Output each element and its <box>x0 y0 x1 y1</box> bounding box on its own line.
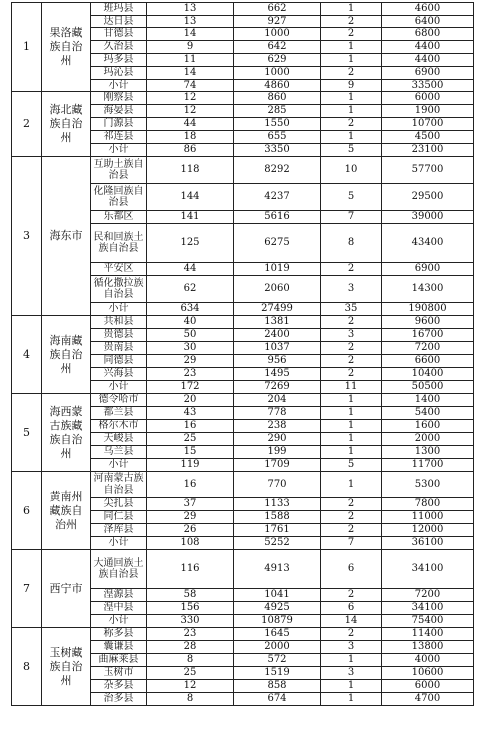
value-cell-a: 18 <box>147 131 234 144</box>
value-cell-c: 2 <box>321 511 382 524</box>
value-cell-a: 108 <box>147 537 234 550</box>
county-cell: 乌兰县 <box>91 446 147 459</box>
value-cell-c: 2 <box>321 524 382 537</box>
value-cell-a: 116 <box>147 550 234 589</box>
value-cell-a: 26 <box>147 524 234 537</box>
county-cell: 刚察县 <box>91 92 147 105</box>
value-cell-a: 118 <box>147 157 234 184</box>
value-cell-c: 1 <box>321 92 382 105</box>
value-cell-b: 5252 <box>234 537 321 550</box>
value-cell-b: 642 <box>234 41 321 54</box>
value-cell-c: 1 <box>321 407 382 420</box>
value-cell-a: 8 <box>147 693 234 706</box>
table-row <box>12 394 474 407</box>
county-cell: 民和回族土族自治县 <box>91 224 147 263</box>
value-cell-a: 12 <box>147 105 234 118</box>
value-cell-b: 3350 <box>234 144 321 157</box>
value-cell-d: 36100 <box>382 537 474 550</box>
county-cell: 达日县 <box>91 15 147 28</box>
value-cell-b: 2400 <box>234 329 321 342</box>
value-cell-b: 238 <box>234 420 321 433</box>
county-cell: 贵南县 <box>91 342 147 355</box>
county-cell: 平安区 <box>91 263 147 276</box>
value-cell-b: 778 <box>234 407 321 420</box>
region-name: 黄南州藏族自治州 <box>42 472 91 550</box>
county-cell: 小计 <box>91 615 147 628</box>
value-cell-d: 2000 <box>382 433 474 446</box>
value-cell-c: 10 <box>321 157 382 184</box>
value-cell-b: 1709 <box>234 459 321 472</box>
value-cell-d: 4700 <box>382 693 474 706</box>
value-cell-d: 14300 <box>382 276 474 303</box>
value-cell-d: 39000 <box>382 211 474 224</box>
value-cell-c: 5 <box>321 459 382 472</box>
value-cell-a: 37 <box>147 498 234 511</box>
county-cell: 大通回族土族自治县 <box>91 550 147 589</box>
value-cell-a: 125 <box>147 224 234 263</box>
value-cell-b: 1037 <box>234 342 321 355</box>
county-cell: 兴海县 <box>91 368 147 381</box>
value-cell-c: 1 <box>321 693 382 706</box>
value-cell-d: 7200 <box>382 589 474 602</box>
value-cell-a: 14 <box>147 28 234 41</box>
region-name: 海南藏族自治州 <box>42 316 91 394</box>
region-name: 玉树藏族自治州 <box>42 628 91 706</box>
value-cell-a: 14 <box>147 66 234 79</box>
value-cell-c: 3 <box>321 329 382 342</box>
value-cell-b: 1000 <box>234 66 321 79</box>
value-cell-b: 5616 <box>234 211 321 224</box>
value-cell-d: 6900 <box>382 263 474 276</box>
table-row <box>12 316 474 329</box>
value-cell-b: 8292 <box>234 157 321 184</box>
county-cell: 小计 <box>91 144 147 157</box>
value-cell-b: 1550 <box>234 118 321 131</box>
value-cell-d: 7200 <box>382 342 474 355</box>
value-cell-c: 2 <box>321 15 382 28</box>
group-number: 5 <box>12 394 42 472</box>
county-cell: 泽库县 <box>91 524 147 537</box>
value-cell-c: 11 <box>321 381 382 394</box>
value-cell-b: 956 <box>234 355 321 368</box>
value-cell-c: 1 <box>321 420 382 433</box>
value-cell-d: 29500 <box>382 184 474 211</box>
group-number: 4 <box>12 316 42 394</box>
value-cell-a: 8 <box>147 654 234 667</box>
value-cell-a: 13 <box>147 15 234 28</box>
value-cell-b: 572 <box>234 654 321 667</box>
value-cell-a: 13 <box>147 3 234 16</box>
value-cell-d: 6900 <box>382 66 474 79</box>
region-name: 西宁市 <box>42 550 91 628</box>
county-cell: 玛多县 <box>91 53 147 66</box>
value-cell-d: 10400 <box>382 368 474 381</box>
value-cell-a: 119 <box>147 459 234 472</box>
value-cell-c: 1 <box>321 472 382 498</box>
value-cell-c: 1 <box>321 394 382 407</box>
value-cell-c: 2 <box>321 28 382 41</box>
county-cell: 囊谦县 <box>91 641 147 654</box>
value-cell-c: 1 <box>321 53 382 66</box>
value-cell-c: 2 <box>321 628 382 641</box>
value-cell-c: 1 <box>321 654 382 667</box>
value-cell-d: 6800 <box>382 28 474 41</box>
value-cell-c: 2 <box>321 66 382 79</box>
group-number: 3 <box>12 157 42 316</box>
value-cell-a: 50 <box>147 329 234 342</box>
value-cell-d: 6000 <box>382 680 474 693</box>
value-cell-b: 1495 <box>234 368 321 381</box>
value-cell-b: 629 <box>234 53 321 66</box>
value-cell-c: 3 <box>321 276 382 303</box>
table-row <box>12 472 474 498</box>
value-cell-b: 27499 <box>234 303 321 316</box>
county-cell: 贵德县 <box>91 329 147 342</box>
county-cell: 祁连县 <box>91 131 147 144</box>
value-cell-a: 23 <box>147 628 234 641</box>
value-cell-d: 6600 <box>382 355 474 368</box>
group-number: 8 <box>12 628 42 706</box>
value-cell-d: 11000 <box>382 511 474 524</box>
region-name: 海北藏族自治州 <box>42 92 91 157</box>
table-row <box>12 157 474 184</box>
value-cell-d: 1600 <box>382 420 474 433</box>
value-cell-b: 1133 <box>234 498 321 511</box>
value-cell-a: 15 <box>147 446 234 459</box>
value-cell-a: 44 <box>147 263 234 276</box>
county-cell: 久治县 <box>91 41 147 54</box>
value-cell-d: 23100 <box>382 144 474 157</box>
value-cell-a: 30 <box>147 342 234 355</box>
value-cell-c: 1 <box>321 433 382 446</box>
value-cell-b: 927 <box>234 15 321 28</box>
value-cell-d: 1900 <box>382 105 474 118</box>
region-name: 海东市 <box>42 157 91 316</box>
county-cell: 小计 <box>91 381 147 394</box>
value-cell-d: 75400 <box>382 615 474 628</box>
table-row <box>12 628 474 641</box>
value-cell-c: 8 <box>321 224 382 263</box>
value-cell-d: 10600 <box>382 667 474 680</box>
value-cell-a: 40 <box>147 316 234 329</box>
value-cell-a: 74 <box>147 79 234 92</box>
value-cell-d: 7800 <box>382 498 474 511</box>
region-name: 海西蒙古族藏族自治州 <box>42 394 91 472</box>
value-cell-b: 1041 <box>234 589 321 602</box>
value-cell-d: 1300 <box>382 446 474 459</box>
value-cell-d: 9600 <box>382 316 474 329</box>
value-cell-c: 1 <box>321 41 382 54</box>
county-cell: 小计 <box>91 537 147 550</box>
value-cell-b: 7269 <box>234 381 321 394</box>
value-cell-a: 16 <box>147 472 234 498</box>
value-cell-a: 20 <box>147 394 234 407</box>
county-cell: 曲麻莱县 <box>91 654 147 667</box>
value-cell-a: 172 <box>147 381 234 394</box>
county-cell: 玛沁县 <box>91 66 147 79</box>
value-cell-a: 23 <box>147 368 234 381</box>
county-cell: 湟中县 <box>91 602 147 615</box>
value-cell-c: 3 <box>321 641 382 654</box>
value-cell-c: 3 <box>321 667 382 680</box>
value-cell-b: 204 <box>234 394 321 407</box>
value-cell-b: 674 <box>234 693 321 706</box>
value-cell-b: 1019 <box>234 263 321 276</box>
region-name: 果洛藏族自治州 <box>42 3 91 92</box>
group-number: 1 <box>12 3 42 92</box>
value-cell-b: 1761 <box>234 524 321 537</box>
value-cell-b: 2060 <box>234 276 321 303</box>
value-cell-a: 9 <box>147 41 234 54</box>
county-cell: 同德县 <box>91 355 147 368</box>
value-cell-a: 156 <box>147 602 234 615</box>
value-cell-b: 1588 <box>234 511 321 524</box>
county-cell: 尖扎县 <box>91 498 147 511</box>
value-cell-b: 6275 <box>234 224 321 263</box>
value-cell-c: 7 <box>321 211 382 224</box>
value-cell-d: 4400 <box>382 53 474 66</box>
value-cell-a: 141 <box>147 211 234 224</box>
county-cell: 小计 <box>91 303 147 316</box>
county-cell: 小计 <box>91 459 147 472</box>
county-cell: 格尔木市 <box>91 420 147 433</box>
value-cell-b: 4925 <box>234 602 321 615</box>
group-number: 7 <box>12 550 42 628</box>
value-cell-c: 14 <box>321 615 382 628</box>
value-cell-d: 10700 <box>382 118 474 131</box>
value-cell-a: 144 <box>147 184 234 211</box>
county-cell: 海晏县 <box>91 105 147 118</box>
value-cell-b: 662 <box>234 3 321 16</box>
value-cell-c: 1 <box>321 3 382 16</box>
value-cell-d: 57700 <box>382 157 474 184</box>
value-cell-a: 25 <box>147 667 234 680</box>
table-row <box>12 3 474 16</box>
value-cell-a: 12 <box>147 92 234 105</box>
value-cell-a: 16 <box>147 420 234 433</box>
county-cell: 共和县 <box>91 316 147 329</box>
value-cell-a: 28 <box>147 641 234 654</box>
value-cell-d: 34100 <box>382 550 474 589</box>
value-cell-c: 7 <box>321 537 382 550</box>
table-row <box>12 550 474 589</box>
county-cell: 河南蒙古族自治县 <box>91 472 147 498</box>
value-cell-d: 4500 <box>382 131 474 144</box>
value-cell-d: 34100 <box>382 602 474 615</box>
county-cell: 杂多县 <box>91 680 147 693</box>
value-cell-d: 6000 <box>382 92 474 105</box>
value-cell-d: 12000 <box>382 524 474 537</box>
value-cell-a: 44 <box>147 118 234 131</box>
value-cell-b: 4860 <box>234 79 321 92</box>
value-cell-d: 13800 <box>382 641 474 654</box>
county-cell: 玉树市 <box>91 667 147 680</box>
value-cell-c: 2 <box>321 316 382 329</box>
value-cell-d: 16700 <box>382 329 474 342</box>
county-cell: 甘德县 <box>91 28 147 41</box>
county-cell: 称多县 <box>91 628 147 641</box>
value-cell-c: 2 <box>321 118 382 131</box>
county-cell: 小计 <box>91 79 147 92</box>
value-cell-c: 2 <box>321 342 382 355</box>
county-cell: 循化撒拉族自治县 <box>91 276 147 303</box>
county-cell: 门源县 <box>91 118 147 131</box>
value-cell-b: 1381 <box>234 316 321 329</box>
data-table <box>11 2 474 706</box>
value-cell-a: 330 <box>147 615 234 628</box>
group-number: 6 <box>12 472 42 550</box>
table-row <box>12 92 474 105</box>
county-cell: 天峻县 <box>91 433 147 446</box>
value-cell-d: 1400 <box>382 394 474 407</box>
county-cell: 互助土族自治县 <box>91 157 147 184</box>
value-cell-c: 2 <box>321 368 382 381</box>
value-cell-a: 634 <box>147 303 234 316</box>
value-cell-c: 1 <box>321 105 382 118</box>
county-cell: 班玛县 <box>91 3 147 16</box>
value-cell-c: 2 <box>321 355 382 368</box>
value-cell-c: 2 <box>321 589 382 602</box>
value-cell-d: 11400 <box>382 628 474 641</box>
group-number: 2 <box>12 92 42 157</box>
value-cell-d: 33500 <box>382 79 474 92</box>
value-cell-c: 5 <box>321 144 382 157</box>
table-body <box>12 3 474 706</box>
county-cell: 治多县 <box>91 693 147 706</box>
value-cell-b: 285 <box>234 105 321 118</box>
value-cell-c: 35 <box>321 303 382 316</box>
value-cell-b: 1645 <box>234 628 321 641</box>
value-cell-c: 1 <box>321 680 382 693</box>
county-cell: 都兰县 <box>91 407 147 420</box>
value-cell-d: 43400 <box>382 224 474 263</box>
value-cell-b: 1000 <box>234 28 321 41</box>
value-cell-a: 11 <box>147 53 234 66</box>
value-cell-b: 655 <box>234 131 321 144</box>
value-cell-d: 4000 <box>382 654 474 667</box>
value-cell-d: 190800 <box>382 303 474 316</box>
county-cell: 乐都区 <box>91 211 147 224</box>
value-cell-c: 2 <box>321 263 382 276</box>
value-cell-b: 4237 <box>234 184 321 211</box>
value-cell-c: 6 <box>321 550 382 589</box>
value-cell-b: 199 <box>234 446 321 459</box>
value-cell-b: 10879 <box>234 615 321 628</box>
value-cell-c: 6 <box>321 602 382 615</box>
value-cell-c: 1 <box>321 446 382 459</box>
value-cell-a: 29 <box>147 355 234 368</box>
value-cell-b: 770 <box>234 472 321 498</box>
value-cell-d: 6400 <box>382 15 474 28</box>
value-cell-a: 12 <box>147 680 234 693</box>
value-cell-b: 290 <box>234 433 321 446</box>
value-cell-c: 9 <box>321 79 382 92</box>
value-cell-d: 4400 <box>382 41 474 54</box>
value-cell-d: 50500 <box>382 381 474 394</box>
value-cell-a: 43 <box>147 407 234 420</box>
value-cell-d: 4600 <box>382 3 474 16</box>
county-cell: 化隆回族自治县 <box>91 184 147 211</box>
value-cell-c: 2 <box>321 498 382 511</box>
value-cell-a: 86 <box>147 144 234 157</box>
value-cell-c: 1 <box>321 131 382 144</box>
value-cell-d: 5300 <box>382 472 474 498</box>
value-cell-a: 25 <box>147 433 234 446</box>
value-cell-a: 29 <box>147 511 234 524</box>
value-cell-d: 11700 <box>382 459 474 472</box>
county-cell: 湟源县 <box>91 589 147 602</box>
value-cell-b: 2000 <box>234 641 321 654</box>
value-cell-b: 1519 <box>234 667 321 680</box>
value-cell-c: 5 <box>321 184 382 211</box>
value-cell-a: 58 <box>147 589 234 602</box>
county-cell: 同仁县 <box>91 511 147 524</box>
value-cell-b: 860 <box>234 92 321 105</box>
value-cell-d: 5400 <box>382 407 474 420</box>
value-cell-a: 62 <box>147 276 234 303</box>
value-cell-b: 4913 <box>234 550 321 589</box>
value-cell-b: 858 <box>234 680 321 693</box>
county-cell: 德令哈市 <box>91 394 147 407</box>
